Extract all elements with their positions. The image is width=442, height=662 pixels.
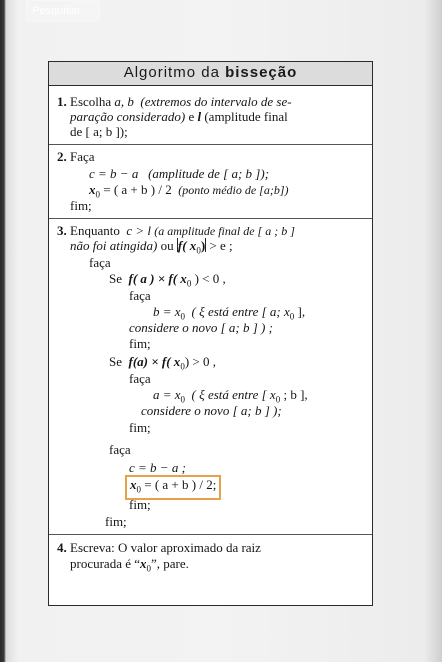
- se1-sub: 0: [186, 278, 192, 289]
- c-line: [129, 460, 186, 475]
- se1-assign-sub: 0: [180, 311, 186, 322]
- step3-faca: [89, 255, 111, 270]
- search-box[interactable]: [26, 0, 100, 22]
- step3-line2-note: não foi atingida): [70, 238, 158, 253]
- se2-faca-text: faça: [129, 371, 151, 386]
- se1-line: [109, 271, 226, 292]
- step3-cond: c > l: [126, 223, 151, 238]
- x-line-rest: = ( a + b ) / 2;: [141, 477, 217, 492]
- se1-faca-text: faça: [129, 288, 151, 303]
- step2-faca: Faça: [70, 149, 95, 164]
- fim-inner-text: fim;: [129, 497, 151, 512]
- se2-fim: [129, 420, 151, 435]
- se2-note-end: ; b ],: [280, 387, 308, 402]
- divider: [49, 218, 372, 219]
- se1-note-end: ],: [294, 304, 306, 319]
- step3-abs-gt: > e ;: [206, 238, 233, 253]
- step1-line3-text: de [ a; b ]);: [70, 124, 128, 139]
- step2-fim: [70, 198, 92, 213]
- step1-line2-plain: e: [185, 109, 198, 124]
- step2-c-line: [89, 166, 269, 181]
- se2-line: [109, 354, 216, 375]
- step4-line1-text: Escreva: O valor aproximado da raiz: [70, 540, 261, 555]
- se1-word: Se: [109, 271, 122, 286]
- step2-c-expr: c = b − a: [89, 166, 139, 181]
- step1-line2-rest: (amplitude final: [201, 109, 288, 124]
- step3-cond-note: (a amplitude final de [ a ; b ]: [154, 224, 295, 238]
- step4-x-sub: 0: [146, 563, 152, 574]
- fim-outer: [105, 514, 127, 529]
- se2-sub: 0: [180, 361, 185, 372]
- step3-line1: [57, 223, 295, 239]
- step1-line1: [57, 94, 292, 109]
- step2-x-sub: 0: [95, 189, 100, 200]
- se2-fim-text: fim;: [129, 420, 151, 435]
- step2-x-line: [89, 182, 289, 203]
- step3-number: 3.: [57, 223, 67, 238]
- se2-expr: f(a) × f( x: [128, 354, 181, 369]
- step4-number: 4.: [57, 540, 67, 555]
- divider: [49, 534, 372, 535]
- step3-enquanto: Enquanto: [70, 223, 120, 238]
- step1-text: Escolha: [70, 94, 115, 109]
- step1-line2: [70, 109, 288, 124]
- step2-x: x: [89, 182, 96, 197]
- se1-note: ( ξ está entre [ a; x: [191, 304, 290, 319]
- faca2: [109, 442, 131, 457]
- step3-abs-expr: f( x: [177, 238, 197, 253]
- step3-abs-sub: 0: [196, 245, 201, 256]
- x-line: [125, 475, 221, 500]
- search-label: Pesquisar: [32, 5, 81, 17]
- step4-line1: [57, 540, 261, 555]
- se1-fim-text: fim;: [129, 336, 151, 351]
- x-line-x: x: [130, 477, 137, 492]
- title-bold: bisseção: [225, 64, 298, 81]
- se2-assign-sub: 0: [180, 394, 186, 405]
- se2-note-sub: 0: [275, 394, 281, 405]
- c-line-text: c = b − a ;: [129, 460, 186, 475]
- se2-cons-text: considere o novo [ a; b ] );: [141, 403, 282, 418]
- title-plain: Algoritmo da: [123, 64, 226, 81]
- step1-line2-ital: paração considerado): [70, 109, 186, 124]
- se1-cons-text: considere o novo [ a; b ] ) ;: [129, 320, 273, 335]
- fim-outer-text: fim;: [105, 514, 127, 529]
- step1-vars: a, b: [114, 94, 134, 109]
- se1-note-sub: 0: [289, 311, 295, 322]
- se2-word: Se: [109, 354, 122, 369]
- divider: [49, 144, 372, 145]
- step4-line2: [70, 556, 189, 577]
- se1-assign: b = x: [153, 304, 181, 319]
- step3-abs-close: ): [200, 238, 206, 253]
- se1-cons: [129, 320, 273, 335]
- step2-x-note: (ponto médio de [a;b]): [178, 183, 289, 197]
- se1-fim: [129, 336, 151, 351]
- x-line-sub: 0: [136, 484, 141, 495]
- step1-line3: [70, 124, 128, 139]
- se2-cons: [141, 403, 282, 418]
- fim-inner: [129, 497, 151, 512]
- step1-number: 1.: [57, 94, 67, 109]
- se1-faca: [129, 288, 151, 303]
- step1-l: l: [197, 109, 202, 124]
- step2-x-rest: = ( a + b ) / 2: [100, 182, 172, 197]
- highlighted-formula: [125, 475, 221, 500]
- se2-rest: ) > 0 ,: [184, 354, 216, 369]
- algorithm-title: [49, 62, 372, 86]
- faca2-text: faça: [109, 442, 131, 457]
- step4-x: x: [140, 556, 147, 571]
- se2-assign: a = x: [153, 387, 181, 402]
- step4-line2-b: ”, pare.: [151, 556, 189, 571]
- step3-faca-text: faça: [89, 255, 111, 270]
- step2-line1: [57, 149, 95, 164]
- se1-rest: ) < 0 ,: [191, 271, 226, 286]
- se2-note: ( ξ está entre [ x: [191, 387, 276, 402]
- step2-fim-text: fim;: [70, 198, 92, 213]
- step3-ou: ou: [157, 238, 177, 253]
- se1-expr: f( a ) × f( x: [128, 271, 187, 286]
- step4-line2-a: procurada é “: [70, 556, 141, 571]
- se2-faca: [129, 371, 151, 386]
- step2-c-note: (amplitude de [ a; b ]);: [148, 166, 270, 181]
- algorithm-box: [48, 61, 373, 606]
- step2-number: 2.: [57, 149, 67, 164]
- step1-paren: (extremos do intervalo de se-: [140, 94, 292, 109]
